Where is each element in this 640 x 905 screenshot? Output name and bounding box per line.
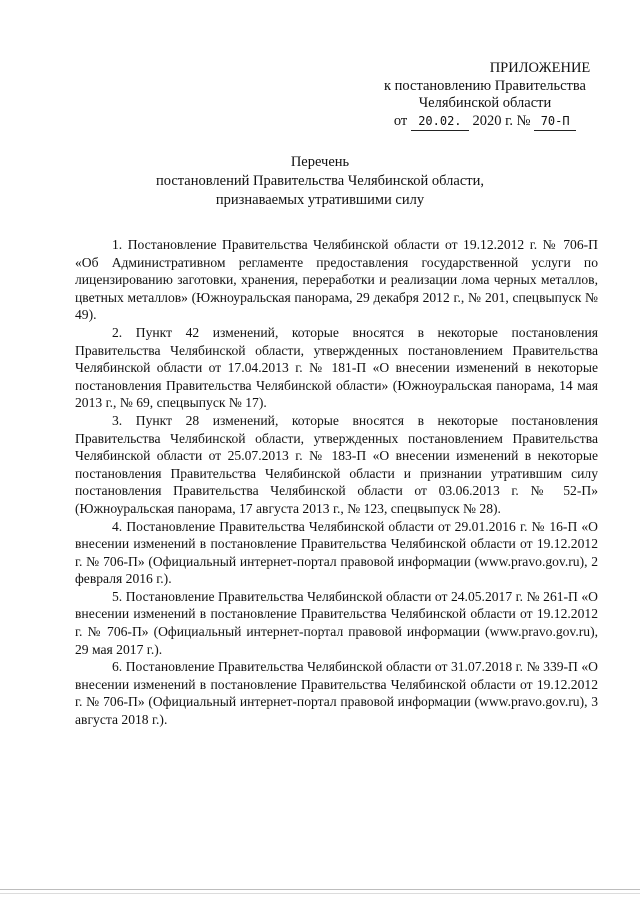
appendix-region: Челябинской области	[418, 95, 552, 111]
document-heading	[120, 153, 520, 210]
heading-title: Перечень	[290, 154, 350, 170]
appendix-dateline	[370, 113, 600, 131]
date-prefix: от	[393, 113, 408, 129]
year-and-number-label: 2020 г. №	[472, 113, 531, 129]
list-item: 3. Пункт 28 изменений, которые вносятся в некоторые постановления Правительства Челябинской области, утвержденных постановлением Правительства Челябинской области от 25.07.2013 г. № 183-П «О внесении изменений в некоторые постановления Правительства Челябинской области и признании утратившим силу постановления Правительства Челябинской области от 03.06.2013 г. № 52-П» (Южноуральская панорама, 17 августа 2013 г., № 123, спецвыпуск № 28).	[75, 412, 598, 516]
appendix-title: ПРИЛОЖЕНИЕ	[489, 60, 591, 76]
heading-subtitle-2: признаваемых утратившими силу	[215, 192, 425, 208]
date-value: 20.02.	[418, 114, 462, 128]
number-value: 70-П	[540, 114, 570, 128]
list-item: 5. Постановление Правительства Челябинской области от 24.05.2017 г. № 261-П «О внесении изменений в постановление Правительства Челябинской области от 19.12.2012 г. № 706-П» (Официальный интернет-портал правовой информации (www.pravo.gov.ru), 29 мая 2017 г.).	[75, 588, 598, 657]
scan-edge-line	[0, 889, 640, 890]
appendix-resolution-ref: к постановлению Правительства	[384, 78, 586, 94]
list-item: 6. Постановление Правительства Челябинской области от 31.07.2018 г. № 339-П «О внесении изменений в постановление Правительства Челябинской области от 19.12.2012 г. № 706-П» (Официальный интернет-портал правовой информации (www.pravo.gov.ru), 3 августа 2018 г.).	[75, 659, 598, 728]
list-item: 4. Постановление Правительства Челябинской области от 29.01.2016 г. № 16-П «О внесении изменений в постановление Правительства Челябинской области от 19.12.2012 г. № 706-П» (Официальный интернет-портал правовой информации (www.pravo.gov.ru), 2 февраля 2016 г.).	[75, 518, 598, 587]
appendix-block	[370, 60, 600, 131]
heading-subtitle-1: постановлений Правительства Челябинской области,	[155, 173, 484, 189]
list-item: 1. Постановление Правительства Челябинской области от 19.12.2012 г. № 706-П «Об Административном регламенте предоставления государственной услуги по лицензированию заготовки, хранения, переработки и реализации лома черных металлов, цветных металлов» (Южноуральская панорама, 29 декабря 2012 г., № 201, спецвыпуск № 49).	[75, 237, 598, 323]
number-field	[534, 113, 576, 131]
date-field	[411, 113, 469, 131]
list-item: 2. Пункт 42 изменений, которые вносятся в некоторые постановления Правительства Челябинской области, утвержденных постановлением Правительства Челябинской области от 17.04.2013 г. № 181-П «О внесении изменений в некоторые постановления Правительства Челябинской области» (Южноуральская панорама, 14 мая 2013 г., № 69, спецвыпуск № 17).	[75, 324, 598, 411]
scan-edge-line	[0, 893, 640, 894]
document-body	[75, 236, 598, 729]
